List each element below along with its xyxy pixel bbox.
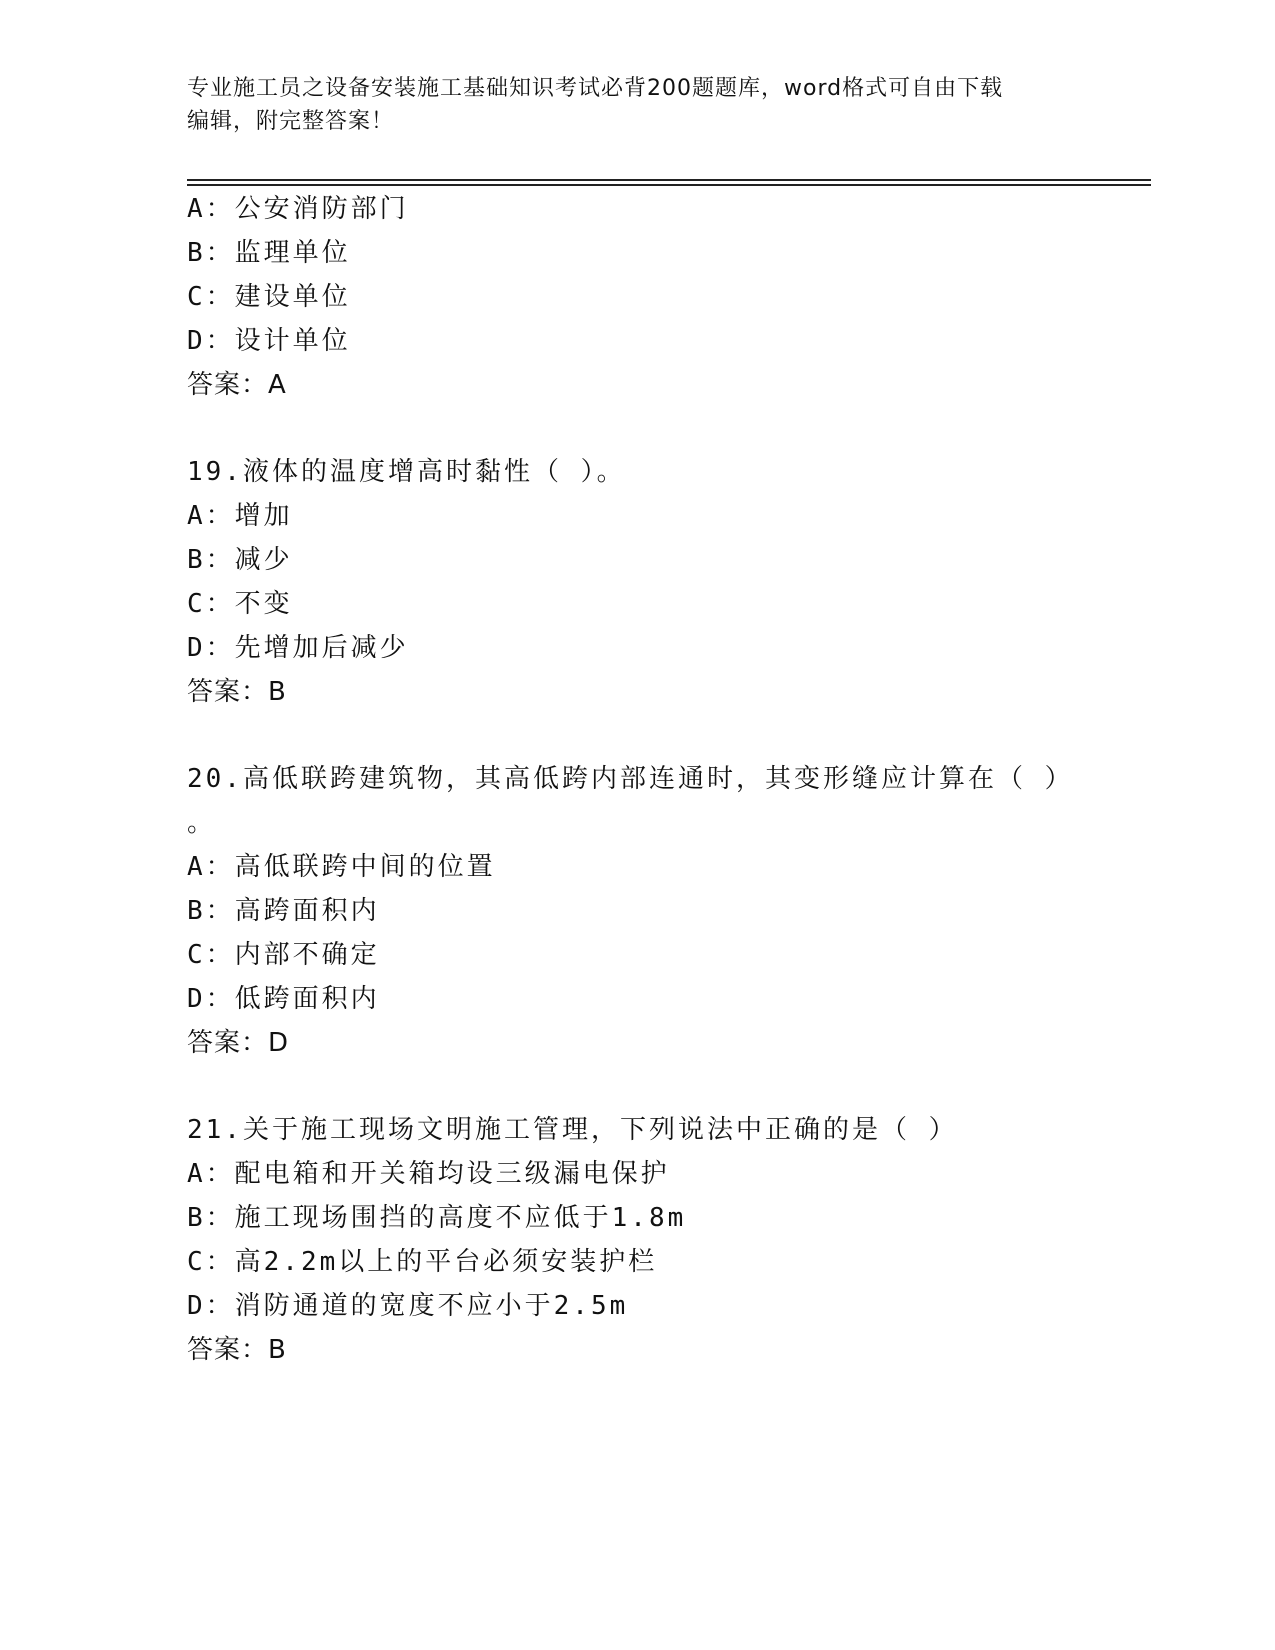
q20-option-b: B：高跨面积内 [187, 896, 380, 926]
q21-question: 21.关于施工现场文明施工管理，下列说法中正确的是（ ） [187, 1115, 958, 1145]
q21-option-d: D：消防通道的宽度不应小于2.5m [187, 1291, 629, 1321]
q19-option-d: D：先增加后减少 [187, 633, 409, 663]
header-line-1: 专业施工员之设备安装施工基础知识考试必背200题题库，word格式可自由下载 [187, 76, 1004, 101]
q20-option-c: C：内部不确定 [187, 940, 380, 970]
q21-option-a: A：配电箱和开关箱均设三级漏电保护 [187, 1159, 670, 1189]
q20-question-continued: 。 [187, 808, 217, 838]
q20-option-a: A：高低联跨中间的位置 [187, 852, 496, 882]
q20-question: 20.高低联跨建筑物，其高低跨内部连通时，其变形缝应计算在（ ） [187, 764, 1074, 794]
header-divider-top [187, 179, 1151, 181]
q19-question: 19.液体的温度增高时黏性（ ）。 [187, 457, 626, 487]
q21-answer: 答案：B [187, 1335, 287, 1365]
q18-answer: 答案：A [187, 370, 287, 400]
q19-option-b: B：减少 [187, 545, 293, 575]
header-line-2: 编辑，附完整答案！ [187, 109, 395, 134]
q19-option-a: A：增加 [187, 501, 293, 531]
q18-option-a: A：公安消防部门 [187, 194, 409, 224]
header-divider-bottom [187, 184, 1151, 186]
q18-option-b: B：监理单位 [187, 238, 351, 268]
q20-answer: 答案：D [187, 1028, 290, 1058]
q18-option-d: D：设计单位 [187, 326, 351, 356]
q18-option-c: C：建设单位 [187, 282, 351, 312]
q20-option-d: D：低跨面积内 [187, 984, 380, 1014]
q19-option-c: C：不变 [187, 589, 293, 619]
q21-option-b: B：施工现场围挡的高度不应低于1.8m [187, 1203, 687, 1233]
q19-answer: 答案：B [187, 677, 287, 707]
document-header [187, 72, 1087, 138]
q21-option-c: C：高2.2m以上的平台必须安装护栏 [187, 1247, 658, 1277]
